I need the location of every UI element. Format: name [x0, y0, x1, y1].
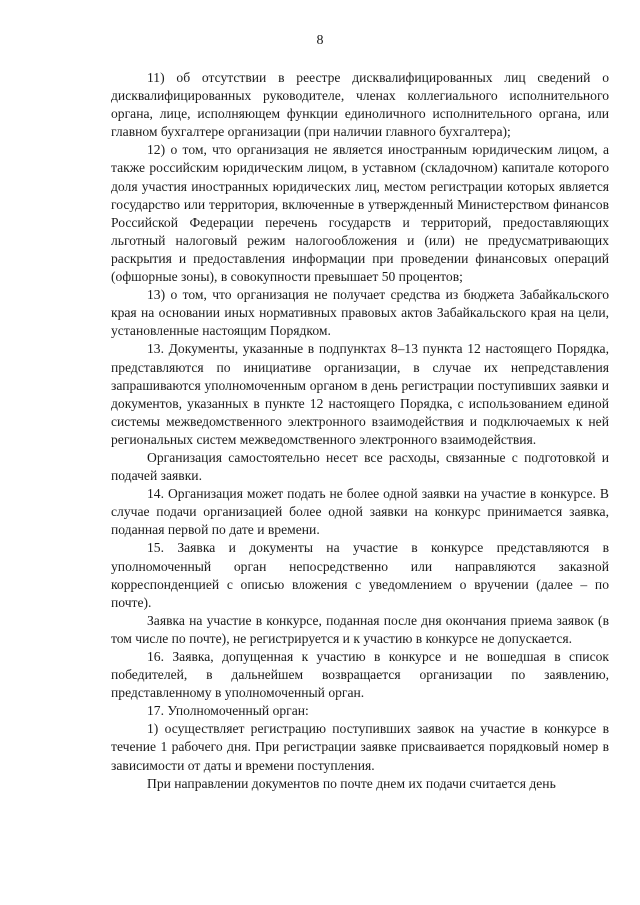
paragraph-postal-submission: При направлении документов по почте днем их подачи считается день — [147, 775, 556, 791]
paragraph-item-11-disqualified-persons: 11) об отсутствии в реестре дисквалифицированных лиц сведений о дисквалифицированных руководителе, членах коллегиального исполнительного органа, лице, исполняющем функции единоличного исполнительного органа, или главном бухгалтере организации (при наличии главного бухгалтера); — [111, 70, 609, 140]
paragraph-clause-13-documents: 13. Документы, указанные в подпунктах 8–13 пункта 12 настоящего Порядка, представляются по инициативе организации, в случае их непредставления запрашиваются уполномоченным органом в день регистрации поступивших заявки и документов, указанных в пункте 12 настоящего Порядка, с использованием единой системы межведомственного электронного взаимодействия и подключаемых к ней региональных систем межведомственного электронного взаимодействия. — [111, 341, 609, 447]
paragraph-clause-17-authorized-body: 17. Уполномоченный орган: — [147, 703, 309, 719]
paragraph-item-12-foreign-entity: 12) о том, что организация не является иностранным юридическим лицом, а также российским юридическим лицом, в уставном (складочном) капитале которого доля участия иностранных юридических лиц, местом регистрации которых является государство или территория, включенные в утвержденный Министерством финансов Российской Федерации перечень государств и территорий, предоставляющих льготный налоговый режим налогообложения и (или) не предусматривающих раскрытия и предоставления информации при проведении финансовых операций (офшорные зоны), в совокупности превышает 50 процентов; — [111, 142, 609, 285]
paragraph-clause-15-submission: 15. Заявка и документы на участие в конкурсе представляются в уполномоченный орган непосредственно или направляются заказной корреспонденцией с описью вложения с уведомлением о вручении (далее – по почте). — [111, 540, 609, 610]
paragraph-clause-16-return: 16. Заявка, допущенная к участию в конкурсе и не вошедшая в список победителей, в дальнейшем возвращается организации по заявлению, представленному в уполномоченный орган. — [111, 649, 609, 701]
document-body — [111, 69, 609, 793]
paragraph-expenses: Организация самостоятельно несет все расходы, связанные с подготовкой и подачей заявки. — [111, 449, 609, 484]
paragraph-late-application: Заявка на участие в конкурсе, поданная после дня окончания приема заявок (в том числе по почте), не регистрируется и к участию в конкурсе не допускается. — [111, 612, 609, 646]
paragraph-item-1-registration: 1) осуществляет регистрацию поступивших заявок на участие в конкурсе в течение 1 рабочего дня. При регистрации заявке присваивается порядковый номер в зависимости от даты и времени поступления. — [111, 721, 609, 773]
paragraph-item-13-no-budget-funds: 13) о том, что организация не получает средства из бюджета Забайкальского края на основании иных нормативных правовых актов Забайкальского края на цели, установленные настоящим Порядком. — [111, 287, 609, 339]
page-number: 8 — [316, 33, 324, 48]
paragraph-clause-14-single-application: 14. Организация может подать не более одной заявки на участие в конкурсе. В случае подачи организацией более одной заявки на конкурс принимается заявка, поданная первой по дате и времени. — [111, 486, 609, 538]
